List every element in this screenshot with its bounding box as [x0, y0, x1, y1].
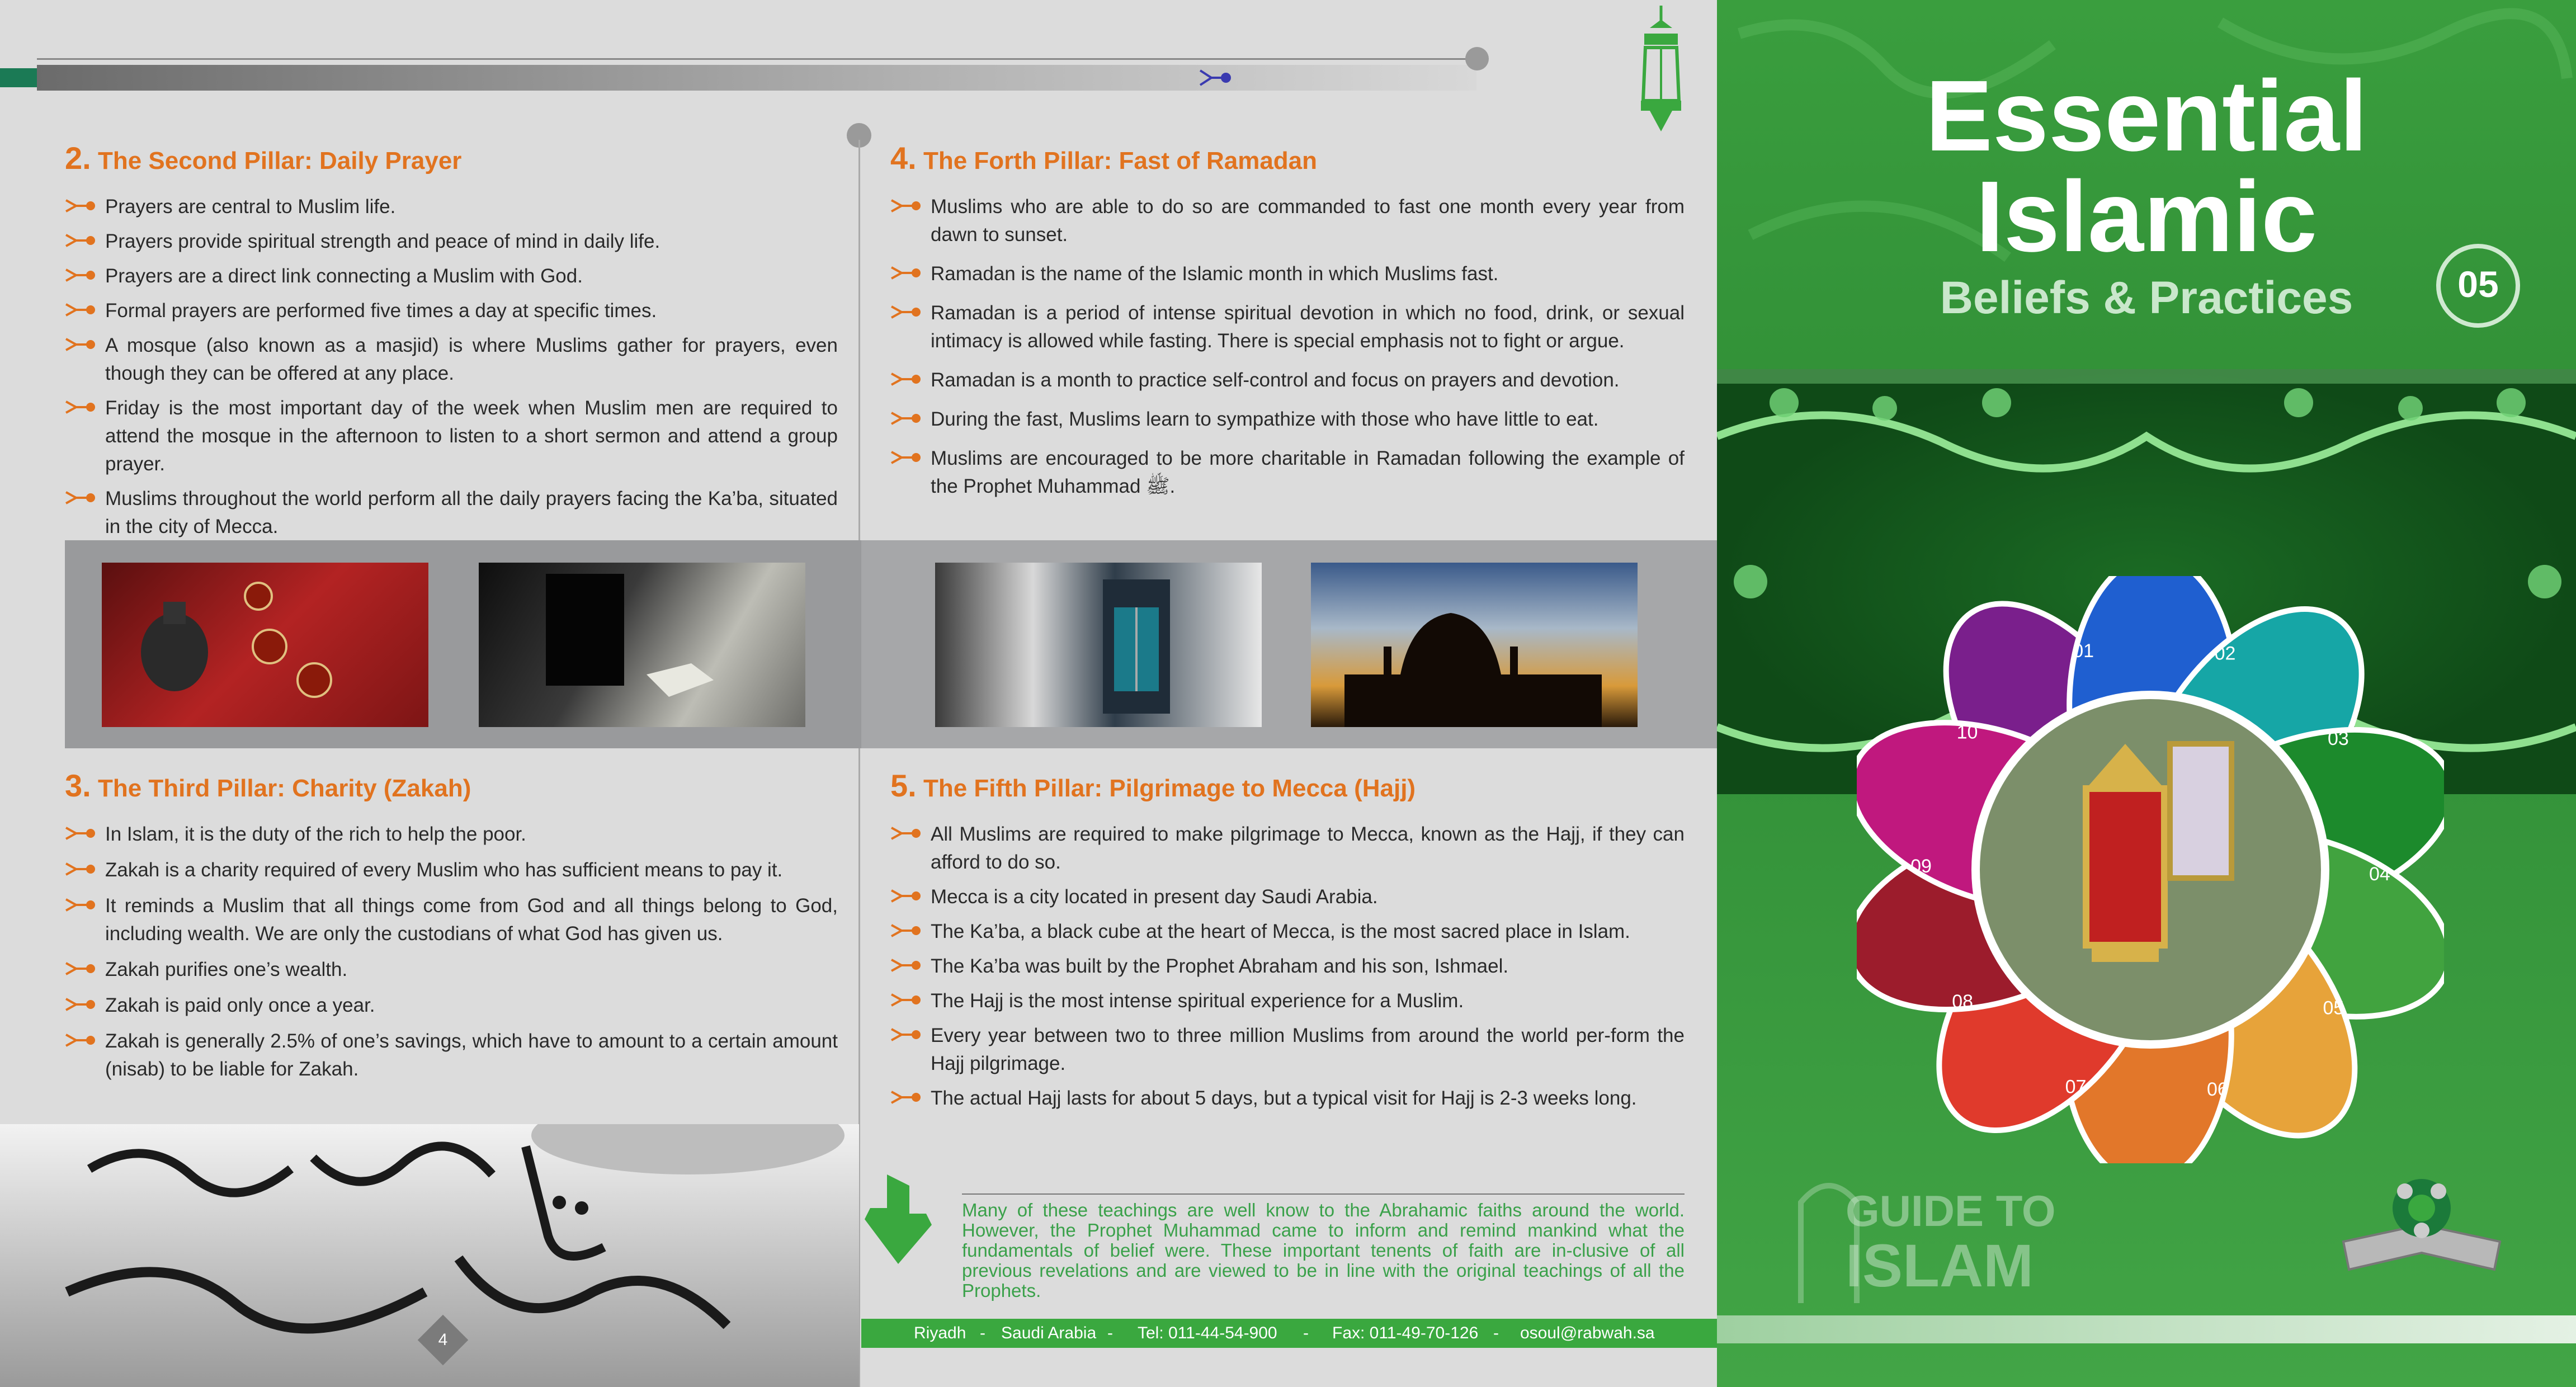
petal-label-07: 07: [2065, 1076, 2087, 1098]
list-item: The Hajj is the most intense spiritual experience for a Muslim.: [890, 987, 1685, 1015]
arrow-bullet-icon: [890, 266, 924, 280]
section-pilgrimage: [890, 767, 1685, 1119]
list-item: During the fast, Muslims learn to sympathize with those who have little to eat.: [890, 405, 1685, 433]
arrow-bullet-icon: [890, 1090, 924, 1105]
list-item: Mecca is a city located in present day Saudi Arabia.: [890, 883, 1685, 911]
arrow-bullet-icon: [65, 997, 98, 1012]
arrow-bullet-icon: [890, 958, 924, 973]
list-item: Ramadan is a period of intense spiritual devotion in which no food, drink, or sexual intimacy is allowed while fasting. There is special emphasis not to fight or argue.: [890, 299, 1685, 355]
list-item: Zakah is paid only once a year.: [65, 992, 838, 1020]
arrow-bullet-icon: [65, 268, 98, 282]
list-item: Ramadan is a month to practice self-control and focus on prayers and devotion.: [890, 366, 1685, 394]
section-heading: [65, 140, 838, 176]
bullet-list: [890, 193, 1685, 501]
petal-label-09: 09: [1910, 855, 1932, 877]
section-fast-of-ramadan: [890, 140, 1685, 512]
quran-light-photo: [479, 563, 805, 727]
list-item: Muslims who are able to do so are commanded to fast one month every year from dawn to sunset.: [890, 193, 1685, 249]
section-title: The Forth Pillar: Fast of Ramadan: [923, 147, 1318, 174]
section-title: The Second Pillar: Daily Prayer: [97, 147, 462, 174]
section-heading: [890, 140, 1685, 176]
petal-label-08: 08: [1952, 991, 1974, 1013]
arrow-bullet-icon: [890, 1027, 924, 1042]
ten-petal-flower: [1857, 576, 2444, 1163]
arrow-bullet-icon: [890, 993, 924, 1007]
arrow-bullet-icon: [65, 961, 98, 976]
petal-label-01: 01: [2073, 640, 2094, 662]
section-number: 2.: [65, 140, 91, 176]
arrow-bullet-icon: [65, 862, 98, 876]
note-rule: [962, 1193, 1685, 1195]
footer-separator: -: [1303, 1324, 1309, 1342]
list-item: The Ka’ba, a black cube at the heart of Mecca, is the most sacred place in Islam.: [890, 918, 1685, 946]
footer-city: Riyadh: [914, 1324, 966, 1342]
arrow-bullet-icon: [65, 898, 98, 912]
arrow-bullet-icon: [65, 490, 98, 505]
section-number: 3.: [65, 768, 91, 803]
cover-subtitle: Beliefs & Practices: [1940, 272, 2353, 323]
list-item: In Islam, it is the duty of the rich to help the poor.: [65, 820, 838, 848]
mosque-sunset-photo: [1311, 563, 1638, 727]
contact-footer: [861, 1319, 1717, 1348]
bullet-list: [65, 193, 838, 541]
note-arrow-icon: [865, 1174, 932, 1270]
list-item: It reminds a Muslim that all things come from God and all things belong to God, including wealth. We are only the custodians of what God has given us.: [65, 892, 838, 948]
petal-label-10: 10: [1956, 721, 1978, 743]
arrow-bullet-icon: [65, 826, 98, 841]
list-item: The Ka’ba was built by the Prophet Abraham and his son, Ishmael.: [890, 952, 1685, 980]
section-charity: [65, 767, 838, 1091]
list-item: Muslims are encouraged to be more charitable in Ramadan following the example of the Prophet Muhammad ﷺ.: [890, 445, 1685, 501]
arrow-bullet-icon: [65, 303, 98, 317]
list-item: Muslims throughout the world perform all the daily prayers facing the Ka’ba, situated in the city of Mecca.: [65, 485, 838, 541]
top-green-tab: [0, 68, 39, 87]
footer-country: Saudi Arabia: [1001, 1324, 1097, 1342]
arrow-bullet-icon: [890, 923, 924, 938]
petal-label-02: 02: [2214, 643, 2236, 664]
top-bar-end-dot: [1465, 47, 1489, 70]
cover-bottom-strip: [1717, 1315, 2576, 1343]
section-heading: [65, 767, 838, 804]
arrow-bullet-icon: [890, 889, 924, 903]
bullet-list: [65, 820, 838, 1083]
arrow-bullet-icon: [65, 337, 98, 352]
bullet-list: [890, 820, 1685, 1112]
cover-title-line2: Islamic: [1975, 161, 2318, 273]
list-item: Friday is the most important day of the week when Muslim men are required to attend the mosque in the afternoon to listen to a short sermon and attend a group prayer.: [65, 394, 838, 478]
top-gradient-bar: [37, 65, 1476, 91]
list-item: A mosque (also known as a masjid) is where Muslims gather for prayers, even though they can be offered at any place.: [65, 332, 838, 388]
list-item: All Muslims are required to make pilgrimage to Mecca, known as the Hajj, if they can afford to do so.: [890, 820, 1685, 876]
list-item: Zakah purifies one’s wealth.: [65, 956, 838, 984]
arrow-bullet-icon: [65, 400, 98, 414]
footer-separator: -: [980, 1324, 985, 1342]
list-item: Prayers are a direct link connecting a Muslim with God.: [65, 262, 838, 290]
list-item: Prayers provide spiritual strength and peace of mind in daily life.: [65, 228, 838, 256]
list-item: Ramadan is the name of the Islamic month in which Muslims fast.: [890, 260, 1685, 288]
watermark-text-bottom: ISLAM: [1846, 1232, 2034, 1299]
section-number: 4.: [890, 140, 917, 176]
arrow-bullet-icon: [890, 826, 924, 841]
lantern-icon: [1633, 6, 1689, 134]
lantern-icon: [2086, 789, 2164, 945]
petal-label-06: 06: [2206, 1079, 2228, 1101]
arrow-bullet-icon: [890, 305, 924, 319]
issue-number: 05: [2457, 263, 2499, 305]
petal-label-05: 05: [2323, 997, 2344, 1019]
footer-tel: Tel: 011-44-54-900: [1138, 1324, 1277, 1342]
list-item: The actual Hajj lasts for about 5 days, but a typical visit for Hajj is 2-3 weeks long.: [890, 1084, 1685, 1112]
arrow-bullet-icon: [890, 411, 924, 426]
list-item: Formal prayers are performed five times a day at specific times.: [65, 297, 838, 325]
section-daily-prayer: [65, 140, 838, 548]
footer-fax: Fax: 011-49-70-126: [1332, 1324, 1479, 1342]
footer-email[interactable]: osoul@rabwah.sa: [1520, 1324, 1655, 1342]
page-number: 4: [438, 1331, 448, 1349]
list-item: Prayers are central to Muslim life.: [65, 193, 838, 221]
list-item: Zakah is a charity required of every Muslim who has sufficient means to pay it.: [65, 856, 838, 884]
arrow-bullet-icon: [890, 450, 924, 465]
arrow-bullet-icon: [65, 1033, 98, 1048]
arrow-bullet-icon: [1199, 68, 1233, 87]
section-heading: [890, 767, 1685, 804]
section-title: The Third Pillar: Charity (Zakah): [97, 775, 471, 802]
closing-note: Many of these teachings are well know to the Abrahamic faiths around the world. However, the Prophet Muhammad came to inform and remind mankind what the fundamentals of belief were. These important tenents of faith are in-clusive of all previous revelations and are viewed to be in line with the original teachings of all the Prophets.: [962, 1200, 1685, 1301]
top-rule: [37, 58, 1476, 60]
arrow-bullet-icon: [65, 233, 98, 248]
petal-label-03: 03: [2327, 728, 2349, 749]
footer-separator: -: [1107, 1324, 1113, 1342]
ornament-band-edge: [1717, 369, 2576, 384]
arrow-bullet-icon: [65, 199, 98, 213]
arrow-bullet-icon: [890, 372, 924, 386]
section-title: The Fifth Pillar: Pilgrimage to Mecca (Hajj): [923, 775, 1416, 802]
footer-separator: -: [1493, 1324, 1499, 1342]
section-number: 5.: [890, 768, 917, 803]
cover-title-line1: Essential: [1925, 60, 2368, 172]
lantern-photo: [935, 563, 1262, 727]
petal-label-04: 04: [2369, 864, 2390, 885]
watermark-text-top: GUIDE TO: [1846, 1186, 2056, 1235]
tea-pot-photo: [102, 563, 428, 727]
list-item: Zakah is generally 2.5% of one’s savings, which have to amount to a certain amount (nisab) to be liable for Zakah.: [65, 1027, 838, 1083]
list-item: Every year between two to three million Muslims from around the world per-form the Hajj pilgrimage.: [890, 1022, 1685, 1078]
publisher-logo-icon: [2332, 1169, 2511, 1281]
arrow-bullet-icon: [890, 199, 924, 213]
